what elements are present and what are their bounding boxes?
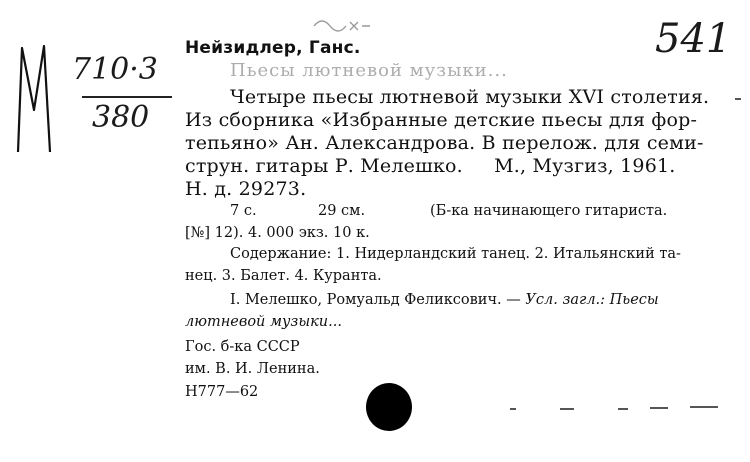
faint-scribble <box>312 14 372 36</box>
dash-mark <box>690 406 718 408</box>
contents-line-2: нец. 3. Балет. 4. Куранта. <box>185 268 382 284</box>
shelf-mark-top: 710·3 <box>72 52 158 87</box>
shelf-mark-bottom: 380 <box>92 100 150 135</box>
handwritten-m-mark <box>14 40 54 160</box>
added-entry <box>230 292 659 308</box>
title-line-3: тепьяно» Ан. Александрова. В перелож. для семи- <box>185 132 704 154</box>
dash-mark <box>560 408 574 410</box>
pages: 7 с. <box>230 203 257 219</box>
series-statement: (Б-ка начинающего гитариста. <box>430 203 668 219</box>
series-and-print-run: [№] 12). 4. 000 экз. 10 к. <box>185 225 370 241</box>
dash-mark <box>650 407 668 409</box>
handwritten-number: 541 <box>655 16 732 62</box>
dash-mark <box>618 408 628 410</box>
author-heading: Нейзидлер, Ганс. <box>185 38 361 58</box>
title-line-2: Из сборника «Избранные детские пьесы для фор- <box>185 109 698 131</box>
library-name-1: Гос. б-ка СССР <box>185 339 300 355</box>
uniform-title-note: Усл. загл.: Пьесы <box>525 292 659 308</box>
publisher-number: Н. д. 29273. <box>185 178 307 200</box>
dash-mark <box>510 408 516 410</box>
title-line-1: Четыре пьесы лютневой музыки XVI столетия. <box>230 86 710 108</box>
card-number: Н777—62 <box>185 384 259 400</box>
shelf-mark-divider <box>82 96 172 98</box>
punch-hole <box>366 383 412 431</box>
uniform-title-note-2: лютневой музыки... <box>185 314 342 330</box>
size: 29 см. <box>318 203 366 219</box>
added-entry-name: I. Мелешко, Ромуальд Феликсович. — <box>230 292 521 308</box>
contents-line-1: Содержание: 1. Нидерландский танец. 2. Итальянский та- <box>230 246 681 262</box>
stamped-uniform-title: Пьесы лютневой музыки... <box>230 60 508 81</box>
dash-mark <box>735 98 741 100</box>
library-name-2: им. В. И. Ленина. <box>185 361 320 377</box>
title-line-4: струн. гитары Р. Мелешко. М., Музгиз, 1961. <box>185 155 676 177</box>
